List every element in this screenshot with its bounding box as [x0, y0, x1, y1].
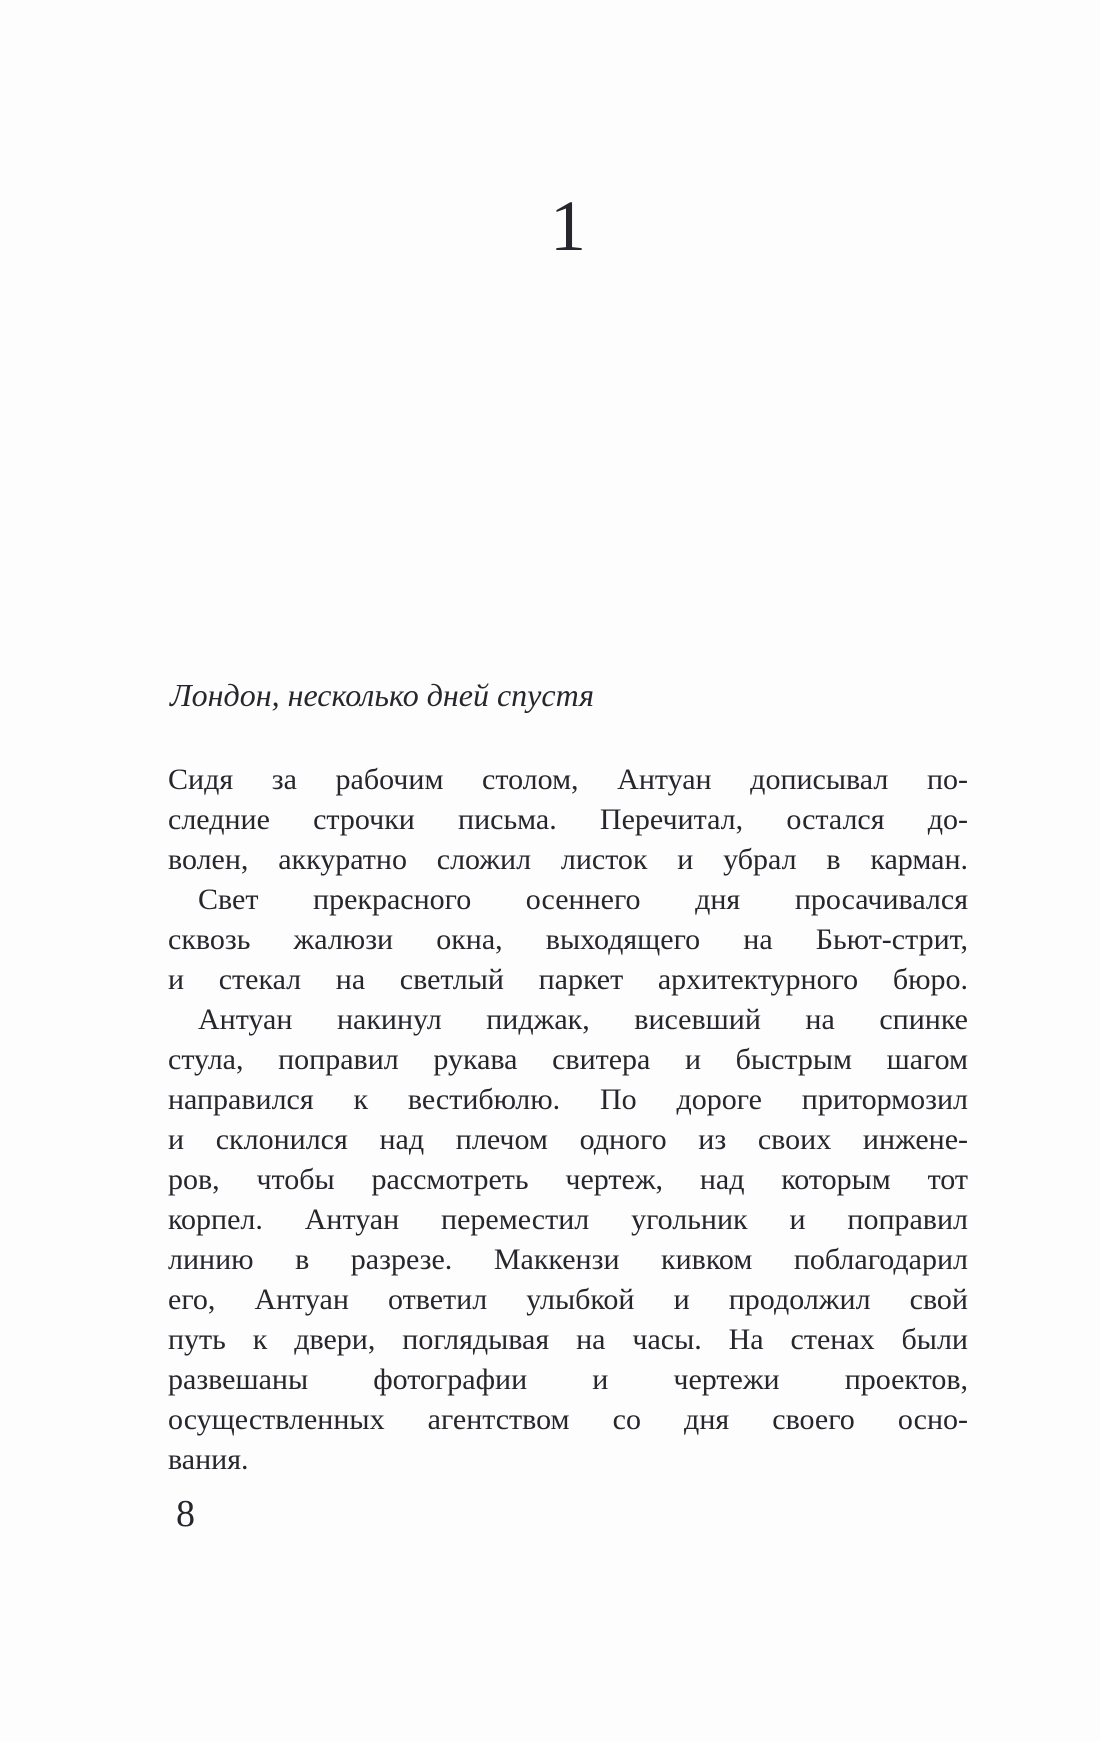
section-heading: Лондон, несколько дней спустя — [170, 677, 594, 713]
text-line: Антуан накинул пиджак, висевший на спинке — [198, 1003, 968, 1036]
chapter-number: 1 — [550, 186, 586, 266]
page-number: 8 — [176, 1493, 195, 1535]
text-line: корпел. Антуан переместил угольник и поправил — [168, 1203, 968, 1236]
text-line: осуществленных агентством со дня своего осно- — [168, 1403, 968, 1436]
paragraph — [168, 880, 968, 1000]
body-text — [168, 760, 968, 1480]
text-line: и склонился над плечом одного из своих инжене- — [168, 1123, 968, 1156]
text-line: вания. — [168, 1443, 249, 1476]
text-line: путь к двери, поглядывая на часы. На стенах были — [168, 1323, 968, 1356]
text-line: его, Антуан ответил улыбкой и продолжил свой — [168, 1283, 968, 1316]
text-line: направился к вестибюлю. По дороге притормозил — [168, 1083, 968, 1116]
text-line: ров, чтобы рассмотреть чертеж, над которым тот — [168, 1163, 968, 1196]
paragraph — [168, 1000, 968, 1480]
text-line: Свет прекрасного осеннего дня просачивался — [198, 883, 968, 916]
text-line: линию в разрезе. Маккензи кивком поблагодарил — [168, 1243, 968, 1276]
text-line: Сидя за рабочим столом, Антуан дописывал по- — [168, 763, 968, 796]
text-line: волен, аккуратно сложил листок и убрал в карман. — [168, 843, 968, 876]
text-line: развешаны фотографии и чертежи проектов, — [168, 1363, 968, 1396]
paragraph — [168, 760, 968, 880]
text-line: и стекал на светлый паркет архитектурного бюро. — [168, 963, 968, 996]
text-line: сквозь жалюзи окна, выходящего на Бьют-стрит, — [168, 923, 968, 956]
text-line: стула, поправил рукава свитера и быстрым шагом — [168, 1043, 968, 1076]
text-line: следние строчки письма. Перечитал, остался до- — [168, 803, 968, 836]
